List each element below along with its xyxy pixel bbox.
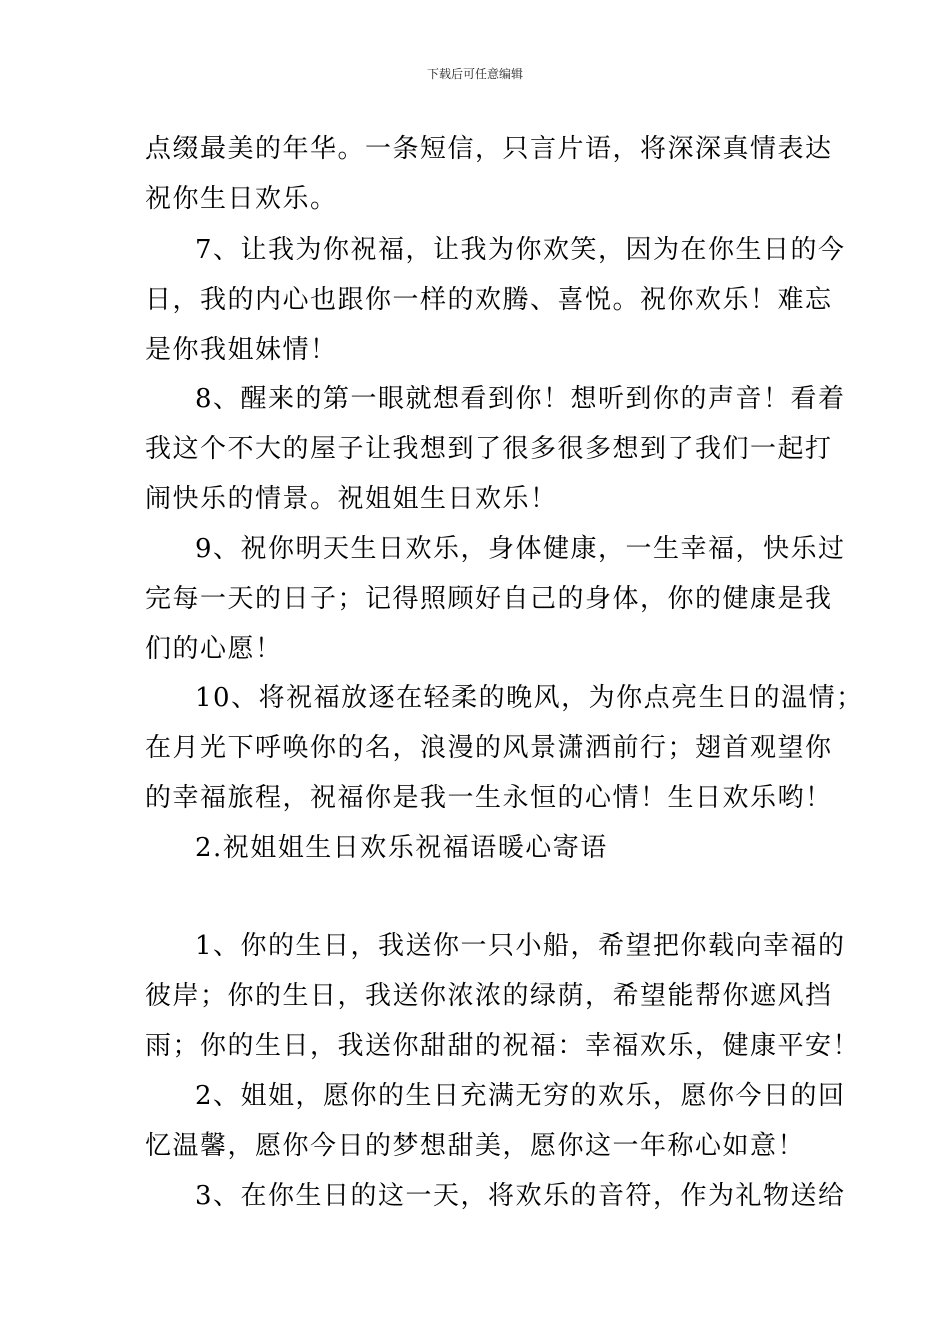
text-line: 3、在你生日的这一天，将欢乐的音符，作为礼物送给 [195,1181,846,1211]
text-line: 祝你生日欢乐。 [145,184,338,214]
text-line: 7、让我为你祝福，让我为你欢笑，因为在你生日的今 [195,235,846,265]
text-line: 点缀最美的年华。一条短信，只言片语，将深深真情表达 [145,134,833,164]
page-header-note: 下载后可任意编辑 [426,67,523,81]
text-line: 9、祝你明天生日欢乐，身体健康，一生幸福，快乐过 [195,534,846,564]
text-line: 忆温馨，愿你今日的梦想甜美，愿你这一年称心如意！ [145,1131,806,1161]
text-line: 是你我姐妹情！ [145,335,338,365]
section-heading: 2.祝姐姐生日欢乐祝福语暖心寄语 [195,833,608,863]
text-line: 日，我的内心也跟你一样的欢腾、喜悦。祝你欢乐！难忘 [145,285,833,315]
text-line: 们的心愿！ [145,634,283,664]
text-line: 我这个不大的屋子让我想到了很多很多想到了我们一起打 [145,434,833,464]
text-line: 的幸福旅程，祝福你是我一生永恒的心情！生日欢乐哟！ [145,783,833,813]
text-line: 8、醒来的第一眼就想看到你！想听到你的声音！看着 [195,384,846,414]
text-line: 闹快乐的情景。祝姐姐生日欢乐！ [145,484,558,514]
text-line: 彼岸；你的生日，我送你浓浓的绿荫，希望能帮你遮风挡 [145,981,833,1011]
text-line: 完每一天的日子；记得照顾好自己的身体，你的健康是我 [145,584,833,614]
text-line: 1、你的生日，我送你一只小船，希望把你载向幸福的 [195,931,846,961]
text-line: 雨；你的生日，我送你甜甜的祝福：幸福欢乐，健康平安！ [145,1031,861,1061]
text-line: 在月光下呼唤你的名，浪漫的风景潇洒前行；翅首观望你 [145,733,833,763]
text-line: 2、姐姐，愿你的生日充满无穷的欢乐，愿你今日的回 [195,1081,846,1111]
text-line: 10、将祝福放逐在轻柔的晚风，为你点亮生日的温情； [195,683,864,713]
